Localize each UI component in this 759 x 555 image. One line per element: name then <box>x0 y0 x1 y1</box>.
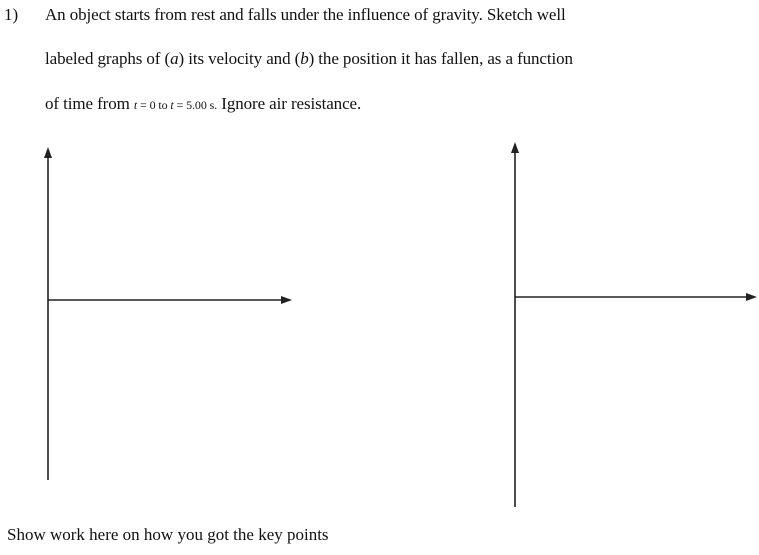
position-graph-axes[interactable] <box>511 142 757 507</box>
question-number: 1) <box>4 5 19 24</box>
velocity-y-arrow-icon <box>44 147 52 158</box>
velocity-x-arrow-icon <box>281 296 292 304</box>
t-start-value: = 0 <box>137 98 156 112</box>
t-symbol-end: t <box>170 98 174 112</box>
part-b-label: b <box>300 49 309 68</box>
line2-text-c: ) the position it has fallen, as a function <box>308 49 573 68</box>
part-a-label: a <box>170 49 179 68</box>
show-work-prompt: Show work here on how you got the key points <box>7 525 329 544</box>
position-x-arrow-icon <box>746 293 757 301</box>
t-symbol-start: t <box>133 98 138 112</box>
question-line-1: An object starts from rest and falls under the influence of gravity. Sketch well <box>45 5 566 24</box>
line3-text-b: Ignore air resistance. <box>217 94 362 113</box>
line2-text-b: ) its velocity and ( <box>178 49 301 68</box>
position-y-arrow-icon <box>511 142 519 153</box>
line3-text-a: of time from <box>45 94 134 113</box>
t-end-value: = 5.00 s. <box>173 98 218 112</box>
velocity-graph-axes[interactable] <box>44 147 292 480</box>
to-word: to <box>155 98 171 112</box>
line2-text-a: labeled graphs of ( <box>45 49 171 68</box>
